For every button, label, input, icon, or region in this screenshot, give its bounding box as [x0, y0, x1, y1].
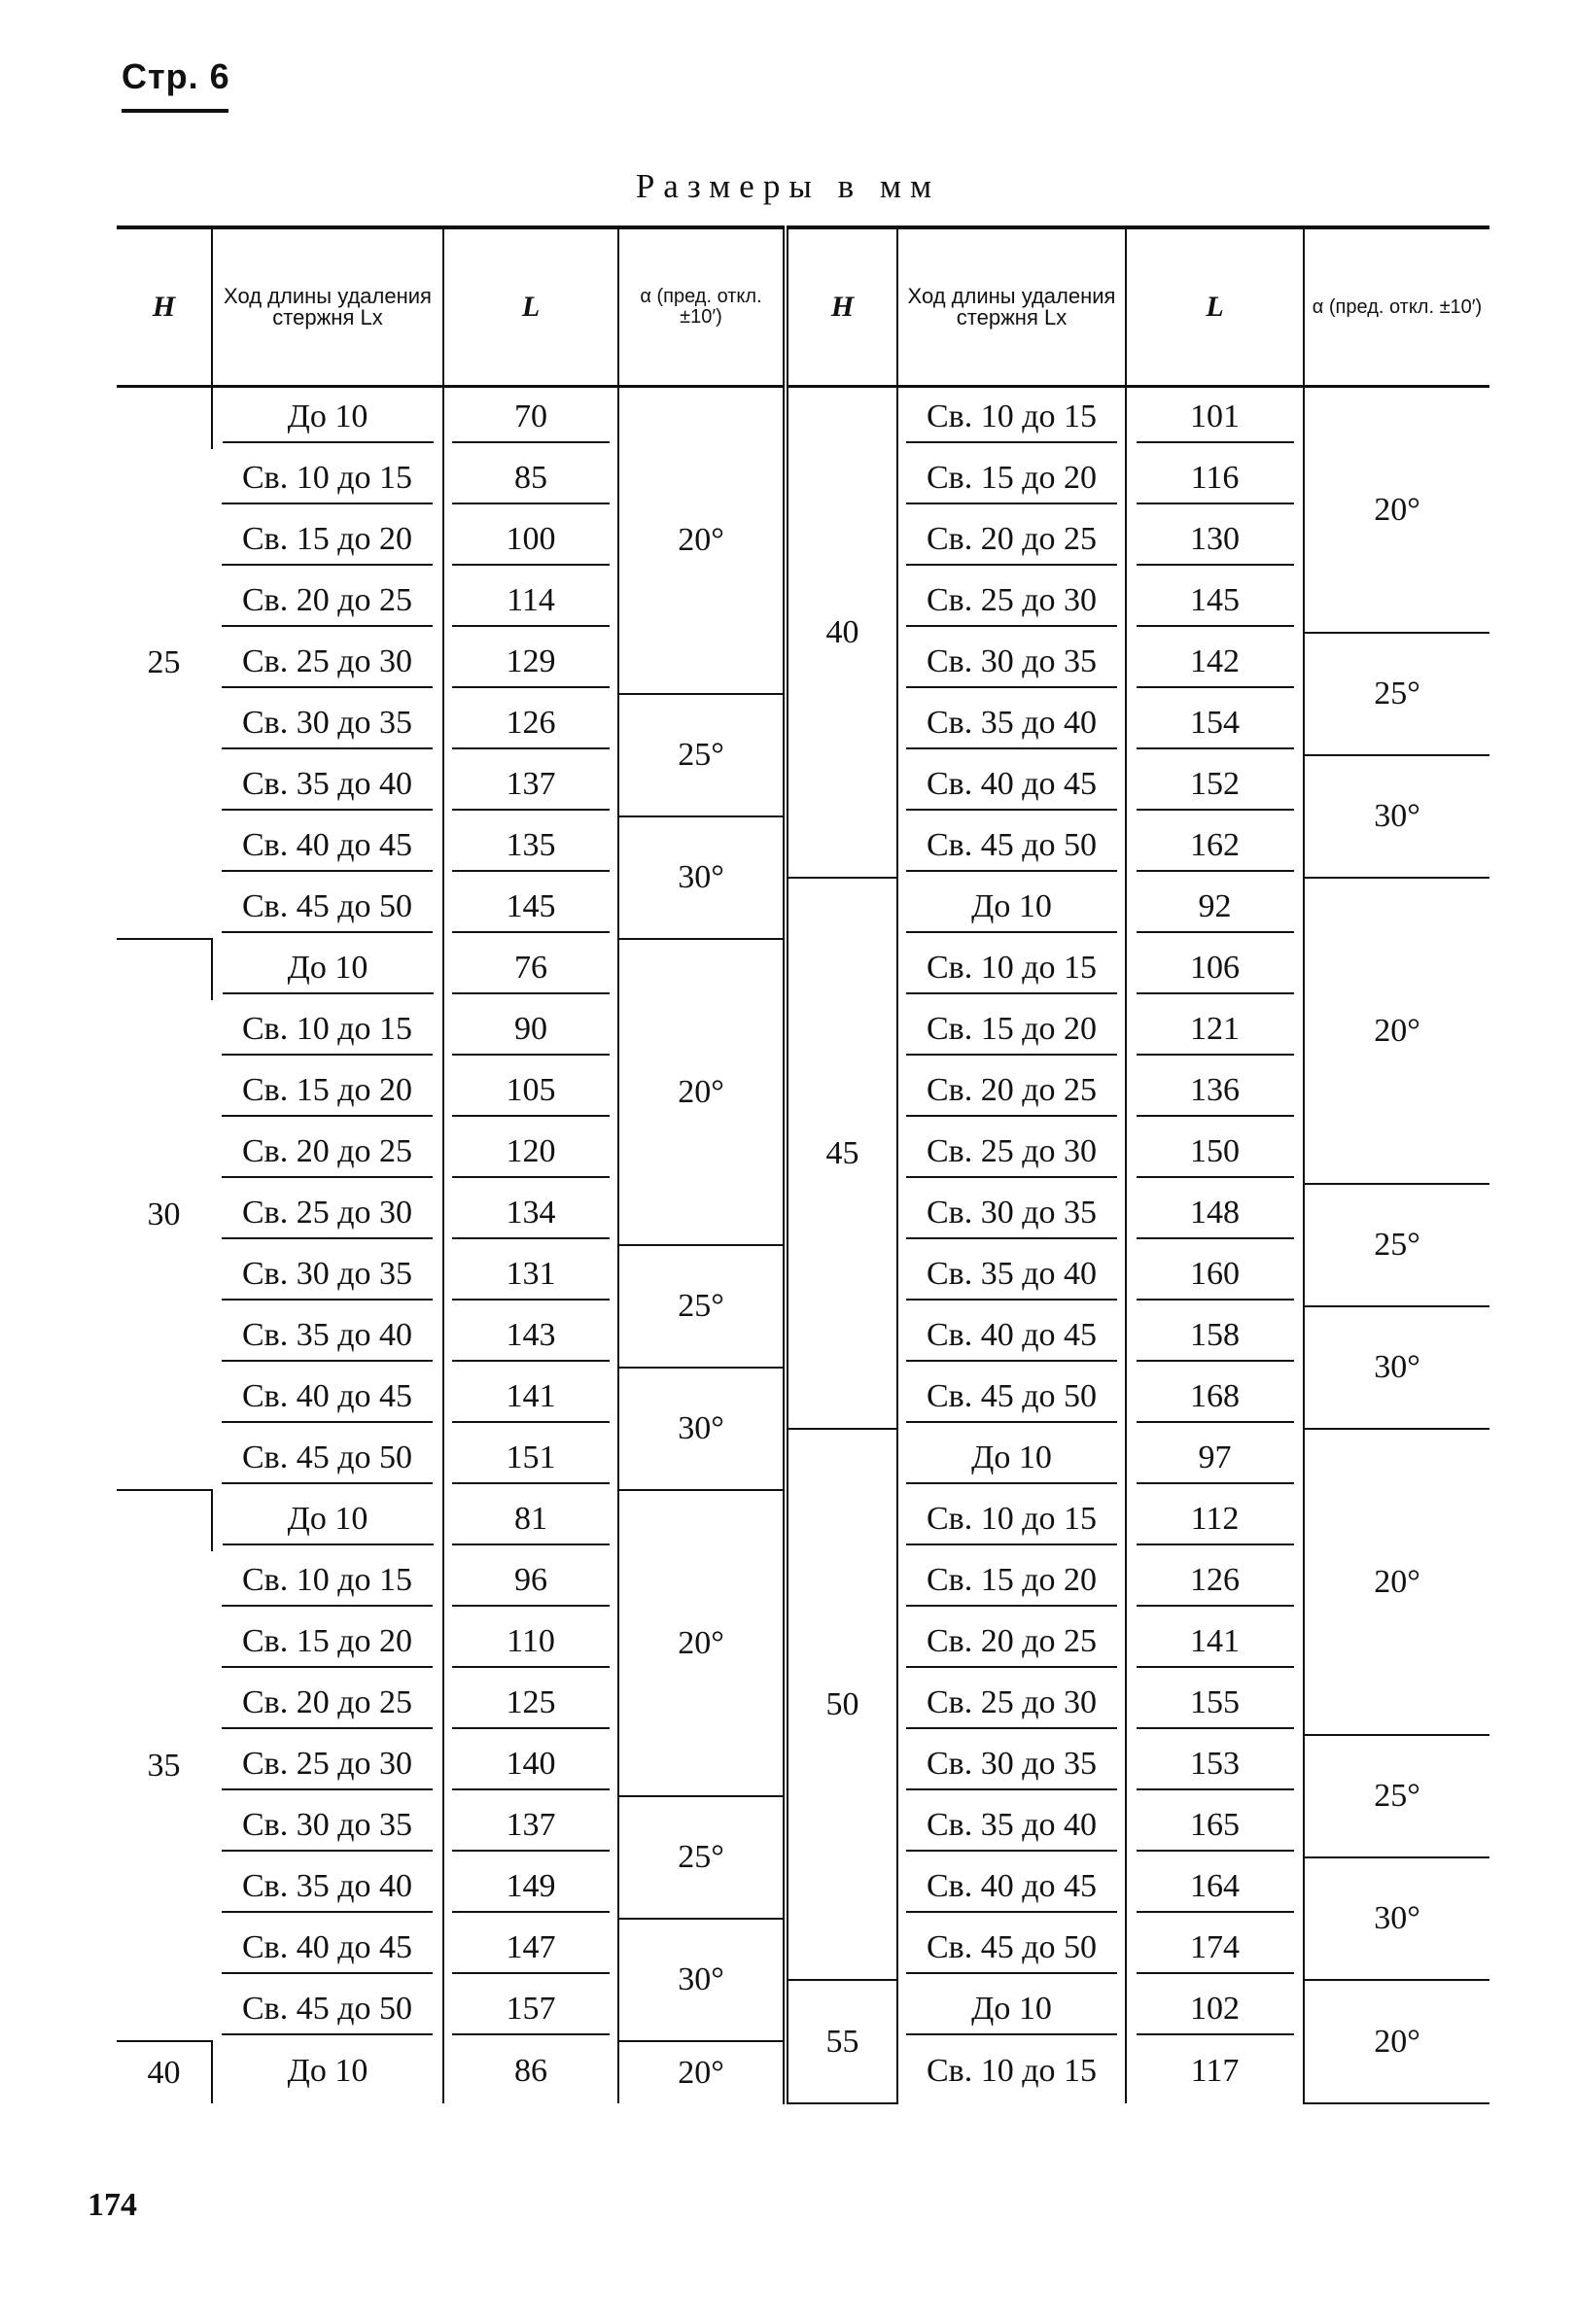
- length-value-right: 116: [1137, 456, 1294, 504]
- alpha-value-right: 20°: [1304, 878, 1489, 1184]
- header-stroke-left: Ход длины удаления стержня Lх: [212, 227, 443, 387]
- stroke-range-left: Св. 35 до 40: [222, 762, 433, 811]
- stroke-range-left: Св. 40 до 45: [222, 1925, 433, 1974]
- length-value-left-cell: [443, 2041, 618, 2103]
- stroke-range-left: До 10: [223, 1497, 434, 1545]
- alpha-value-left: 25°: [618, 694, 786, 816]
- stroke-range-left: До 10: [287, 2053, 368, 2089]
- length-value-left: 129: [452, 640, 610, 688]
- length-value-right-cell: [1126, 1490, 1304, 1551]
- length-value-right: 97: [1137, 1436, 1294, 1484]
- stroke-range-right: Св. 30 до 35: [906, 640, 1117, 688]
- stroke-range-left-cell: [212, 1000, 443, 1061]
- stroke-range-left-cell: [212, 1674, 443, 1735]
- length-value-right-cell: [1126, 2041, 1304, 2103]
- length-value-right-cell: [1126, 1000, 1304, 1061]
- stroke-range-left-cell: [212, 2041, 443, 2103]
- stroke-range-left-cell: [212, 1184, 443, 1245]
- length-value-left: 120: [452, 1129, 610, 1178]
- length-value-left: 147: [452, 1925, 610, 1974]
- length-value-left-cell: [443, 939, 618, 1000]
- length-value-right-cell: [1126, 449, 1304, 510]
- stroke-range-right-cell: [897, 1184, 1126, 1245]
- length-value-left: 70: [452, 395, 610, 443]
- length-value-right-cell: [1126, 755, 1304, 816]
- h-value-right: 50: [786, 1429, 897, 1980]
- length-value-right-cell: [1126, 939, 1304, 1000]
- stroke-range-right: До 10: [906, 885, 1117, 933]
- stroke-range-left-cell: [212, 1919, 443, 1980]
- length-value-right: 152: [1137, 762, 1294, 811]
- length-value-left: 114: [452, 578, 610, 627]
- alpha-value-left: 20°: [618, 387, 786, 695]
- length-value-left-cell: [443, 1613, 618, 1674]
- length-value-right-cell: [1126, 1735, 1304, 1796]
- stroke-range-left-cell: [212, 1123, 443, 1184]
- length-value-right-cell: [1126, 387, 1304, 450]
- length-value-right: 150: [1137, 1129, 1294, 1178]
- stroke-range-left: Св. 35 до 40: [222, 1313, 433, 1362]
- h-value-left: 35: [117, 1490, 212, 2041]
- length-value-right-cell: [1126, 1061, 1304, 1123]
- length-value-left-cell: [443, 1368, 618, 1429]
- stroke-range-left: Св. 20 до 25: [222, 1129, 433, 1178]
- stroke-range-right: Св. 15 до 20: [906, 1558, 1117, 1607]
- stroke-range-right: Св. 10 до 15: [926, 2053, 1098, 2089]
- stroke-range-right: Св. 45 до 50: [906, 1374, 1117, 1423]
- length-value-left: 105: [452, 1068, 610, 1117]
- length-value-right: 154: [1137, 701, 1294, 749]
- stroke-range-left-cell: [212, 1613, 443, 1674]
- stroke-range-left: Св. 30 до 35: [222, 1252, 433, 1301]
- stroke-range-right-cell: [897, 878, 1126, 939]
- stroke-range-left: Св. 10 до 15: [222, 1558, 433, 1607]
- length-value-left-cell: [443, 387, 618, 450]
- length-value-left: 131: [452, 1252, 610, 1301]
- length-value-left-cell: [443, 1000, 618, 1061]
- stroke-range-left: Св. 15 до 20: [222, 517, 433, 566]
- h-value-right: 55: [786, 1980, 897, 2103]
- table-row: [117, 1980, 1489, 2041]
- stroke-range-left-cell: [212, 1857, 443, 1919]
- header-h-right: H: [786, 227, 897, 387]
- stroke-range-left: Св. 40 до 45: [222, 823, 433, 872]
- stroke-range-left: Св. 15 до 20: [222, 1619, 433, 1668]
- h-value-left: 40: [147, 2054, 181, 2091]
- length-value-left: 125: [452, 1681, 610, 1729]
- length-value-left: 85: [452, 456, 610, 504]
- table-body: [117, 387, 1489, 2104]
- stroke-range-right: Св. 25 до 30: [906, 578, 1117, 627]
- length-value-left-cell: [443, 1306, 618, 1368]
- length-value-left-cell: [443, 1796, 618, 1857]
- stroke-range-right: Св. 15 до 20: [906, 456, 1117, 504]
- length-value-left-cell: [443, 878, 618, 939]
- length-value-left-cell: [443, 1735, 618, 1796]
- stroke-range-right-cell: [897, 1429, 1126, 1490]
- stroke-range-right-cell: [897, 1674, 1126, 1735]
- stroke-range-right-cell: [897, 449, 1126, 510]
- length-value-right-cell: [1126, 572, 1304, 633]
- length-value-left-cell: [443, 1184, 618, 1245]
- length-value-left-cell: [443, 1857, 618, 1919]
- alpha-value-left: 25°: [618, 1245, 786, 1368]
- stroke-range-right: Св. 45 до 50: [906, 823, 1117, 872]
- stroke-range-left: Св. 40 до 45: [222, 1374, 433, 1423]
- length-value-left: 134: [452, 1191, 610, 1239]
- length-value-left: 137: [452, 762, 610, 811]
- length-value-right: 126: [1137, 1558, 1294, 1607]
- stroke-range-left: Св. 25 до 30: [222, 1742, 433, 1790]
- length-value-right-cell: [1126, 1429, 1304, 1490]
- stroke-range-right-cell: [897, 510, 1126, 572]
- length-value-right: 102: [1137, 1987, 1294, 2035]
- stroke-range-right-cell: [897, 816, 1126, 878]
- stroke-range-left-cell: [212, 816, 443, 878]
- alpha-value-right: 30°: [1304, 1306, 1489, 1429]
- length-value-left-cell: [443, 1061, 618, 1123]
- alpha-value-right: 25°: [1304, 1184, 1489, 1306]
- stroke-range-left: Св. 10 до 15: [222, 456, 433, 504]
- alpha-value-right: 20°: [1304, 1429, 1489, 1735]
- length-value-left-cell: [443, 510, 618, 572]
- stroke-range-left-cell: [212, 1796, 443, 1857]
- stroke-range-left-cell: [212, 878, 443, 939]
- stroke-range-left-cell: [212, 1368, 443, 1429]
- stroke-range-right-cell: [897, 1919, 1126, 1980]
- stroke-range-right: Св. 30 до 35: [906, 1742, 1117, 1790]
- header-l-left: L: [443, 227, 618, 387]
- h-value-left: 30: [117, 939, 212, 1490]
- length-value-left: 86: [514, 2053, 547, 2089]
- alpha-value-left: 20°: [618, 939, 786, 1245]
- stroke-range-left: До 10: [223, 395, 434, 443]
- length-value-left-cell: [443, 816, 618, 878]
- stroke-range-right-cell: [897, 1245, 1126, 1306]
- length-value-right: 158: [1137, 1313, 1294, 1362]
- stroke-range-right: Св. 40 до 45: [906, 762, 1117, 811]
- length-value-left: 81: [452, 1497, 610, 1545]
- length-value-left: 100: [452, 517, 610, 566]
- stroke-range-right-cell: [897, 1980, 1126, 2041]
- stroke-range-right-cell: [897, 1551, 1126, 1613]
- stroke-range-right-cell: [897, 1306, 1126, 1368]
- length-value-left-cell: [443, 694, 618, 755]
- length-value-left: 137: [452, 1803, 610, 1852]
- stroke-range-left: Св. 45 до 50: [222, 1987, 433, 2035]
- length-value-left-cell: [443, 1245, 618, 1306]
- length-value-left: 143: [452, 1313, 610, 1362]
- units-caption: Размеры в мм: [635, 167, 941, 205]
- length-value-left: 90: [452, 1007, 610, 1056]
- stroke-range-right: Св. 40 до 45: [906, 1313, 1117, 1362]
- stroke-range-right-cell: [897, 1490, 1126, 1551]
- length-value-right: 101: [1137, 395, 1294, 443]
- alpha-value-left: 20°: [618, 2041, 786, 2103]
- stroke-range-left-cell: [212, 449, 443, 510]
- length-value-left-cell: [443, 1123, 618, 1184]
- length-value-right-cell: [1126, 816, 1304, 878]
- stroke-range-left: Св. 25 до 30: [222, 640, 433, 688]
- length-value-right-cell: [1126, 1123, 1304, 1184]
- length-value-right: 145: [1137, 578, 1294, 627]
- length-value-left: 135: [452, 823, 610, 872]
- dimensions-table: [117, 225, 1489, 2104]
- stroke-range-right-cell: [897, 1857, 1126, 1919]
- length-value-left: 157: [452, 1987, 610, 2035]
- stroke-range-right-cell: [897, 2041, 1126, 2103]
- h-value-right: 40: [786, 387, 897, 879]
- stroke-range-left-cell: [212, 755, 443, 816]
- length-value-right: 153: [1137, 1742, 1294, 1790]
- length-value-left: 145: [452, 885, 610, 933]
- length-value-left: 126: [452, 701, 610, 749]
- stroke-range-left: До 10: [223, 946, 434, 994]
- alpha-value-right: 20°: [1304, 1980, 1489, 2103]
- alpha-value-right: 30°: [1304, 755, 1489, 878]
- table-row: [117, 1429, 1489, 1490]
- alpha-value-right: 25°: [1304, 633, 1489, 755]
- length-value-right: 165: [1137, 1803, 1294, 1852]
- stroke-range-right: Св. 10 до 15: [906, 395, 1117, 443]
- length-value-left: 140: [452, 1742, 610, 1790]
- alpha-value-left: 30°: [618, 1368, 786, 1490]
- stroke-range-right-cell: [897, 633, 1126, 694]
- length-value-right: 92: [1137, 885, 1294, 933]
- length-value-right: 121: [1137, 1007, 1294, 1056]
- length-value-right-cell: [1126, 1551, 1304, 1613]
- stroke-range-right-cell: [897, 939, 1126, 1000]
- stroke-range-right-cell: [897, 1061, 1126, 1123]
- stroke-range-right: Св. 10 до 15: [906, 1497, 1117, 1545]
- length-value-left-cell: [443, 633, 618, 694]
- page-header: Стр. 6: [122, 56, 230, 96]
- length-value-right-cell: [1126, 1306, 1304, 1368]
- stroke-range-right: Св. 10 до 15: [906, 946, 1117, 994]
- alpha-value-left: 30°: [618, 816, 786, 939]
- stroke-range-right: Св. 25 до 30: [906, 1129, 1117, 1178]
- length-value-left-cell: [443, 572, 618, 633]
- length-value-left-cell: [443, 1551, 618, 1613]
- stroke-range-left-cell: [212, 1551, 443, 1613]
- length-value-right: 112: [1137, 1497, 1294, 1545]
- header-stroke-right: Ход длины удаления стержня Lх: [897, 227, 1126, 387]
- stroke-range-right-cell: [897, 1368, 1126, 1429]
- stroke-range-right-cell: [897, 572, 1126, 633]
- stroke-range-left-cell: [212, 1735, 443, 1796]
- length-value-right: 142: [1137, 640, 1294, 688]
- stroke-range-right-cell: [897, 387, 1126, 450]
- stroke-range-right: Св. 15 до 20: [906, 1007, 1117, 1056]
- stroke-range-right: Св. 35 до 40: [906, 1803, 1117, 1852]
- h-value-right: 45: [786, 878, 897, 1429]
- length-value-right: 164: [1137, 1864, 1294, 1913]
- alpha-value-left: 20°: [618, 1490, 786, 1796]
- stroke-range-left-cell: [212, 510, 443, 572]
- length-value-left: 151: [452, 1436, 610, 1484]
- dimensions-table-wrapper: [117, 225, 1489, 2104]
- length-value-right-cell: [1126, 1919, 1304, 1980]
- stroke-range-right: Св. 20 до 25: [906, 1068, 1117, 1117]
- stroke-range-left-cell: [212, 1061, 443, 1123]
- length-value-right-cell: [1126, 1796, 1304, 1857]
- alpha-value-right: 25°: [1304, 1735, 1489, 1857]
- stroke-range-left-cell: [212, 1429, 443, 1490]
- length-value-right-cell: [1126, 1613, 1304, 1674]
- length-value-right-cell: [1126, 633, 1304, 694]
- table-row: [117, 878, 1489, 939]
- alpha-value-left: 25°: [618, 1796, 786, 1919]
- stroke-range-right-cell: [897, 755, 1126, 816]
- length-value-right-cell: [1126, 1184, 1304, 1245]
- stroke-range-left-cell: [212, 1980, 443, 2041]
- length-value-right-cell: [1126, 1980, 1304, 2041]
- length-value-left-cell: [443, 1980, 618, 2041]
- length-value-left: 76: [452, 946, 610, 994]
- length-value-right-cell: [1126, 694, 1304, 755]
- length-value-right-cell: [1126, 1857, 1304, 1919]
- stroke-range-left-cell: [212, 633, 443, 694]
- alpha-value-right: 20°: [1304, 387, 1489, 634]
- stroke-range-left: Св. 30 до 35: [222, 701, 433, 749]
- stroke-range-right: Св. 40 до 45: [906, 1864, 1117, 1913]
- stroke-range-left: Св. 45 до 50: [222, 885, 433, 933]
- length-value-right: 130: [1137, 517, 1294, 566]
- stroke-range-right-cell: [897, 1000, 1126, 1061]
- stroke-range-right: Св. 25 до 30: [906, 1681, 1117, 1729]
- stroke-range-left-cell: [212, 572, 443, 633]
- stroke-range-left-cell: [212, 1306, 443, 1368]
- header-alpha-right: α (пред. откл. ±10′): [1304, 227, 1489, 387]
- length-value-right-cell: [1126, 510, 1304, 572]
- alpha-value-right: 30°: [1304, 1857, 1489, 1980]
- stroke-range-left: Св. 25 до 30: [222, 1191, 433, 1239]
- stroke-range-right-cell: [897, 1796, 1126, 1857]
- page-number: 174: [88, 2187, 137, 2223]
- stroke-range-right-cell: [897, 694, 1126, 755]
- length-value-left-cell: [443, 1429, 618, 1490]
- alpha-value-left: 30°: [618, 1919, 786, 2041]
- length-value-left-cell: [443, 1490, 618, 1551]
- stroke-range-left-cell: [212, 1245, 443, 1306]
- length-value-left: 96: [452, 1558, 610, 1607]
- stroke-range-left: Св. 45 до 50: [222, 1436, 433, 1484]
- h-value-left: 25: [117, 387, 212, 940]
- header-alpha-left: α (пред. откл. ±10′): [618, 227, 786, 387]
- stroke-range-left-cell: [212, 387, 443, 450]
- stroke-range-left: Св. 20 до 25: [222, 1681, 433, 1729]
- stroke-range-right-cell: [897, 1735, 1126, 1796]
- length-value-left-cell: [443, 755, 618, 816]
- length-value-left: 141: [452, 1374, 610, 1423]
- table-header-row: [117, 227, 1489, 387]
- length-value-left-cell: [443, 1674, 618, 1735]
- length-value-right: 155: [1137, 1681, 1294, 1729]
- stroke-range-right: Св. 35 до 40: [906, 1252, 1117, 1301]
- stroke-range-left: Св. 35 до 40: [222, 1864, 433, 1913]
- length-value-left-cell: [443, 1919, 618, 1980]
- length-value-right: 136: [1137, 1068, 1294, 1117]
- stroke-range-right: Св. 35 до 40: [906, 701, 1117, 749]
- stroke-range-right-cell: [897, 1613, 1126, 1674]
- stroke-range-right: Св. 45 до 50: [906, 1925, 1117, 1974]
- stroke-range-left: Св. 20 до 25: [222, 578, 433, 627]
- length-value-right: 106: [1137, 946, 1294, 994]
- length-value-left: 149: [452, 1864, 610, 1913]
- length-value-left-cell: [443, 449, 618, 510]
- length-value-right: 148: [1137, 1191, 1294, 1239]
- length-value-right: 117: [1190, 2053, 1240, 2089]
- stroke-range-right: Св. 30 до 35: [906, 1191, 1117, 1239]
- header-h-left: H: [117, 227, 212, 387]
- length-value-right-cell: [1126, 1368, 1304, 1429]
- stroke-range-right-cell: [897, 1123, 1126, 1184]
- length-value-left: 110: [452, 1619, 610, 1668]
- length-value-right-cell: [1126, 878, 1304, 939]
- length-value-right-cell: [1126, 1674, 1304, 1735]
- length-value-right: 168: [1137, 1374, 1294, 1423]
- page-header-underline: [122, 109, 228, 113]
- stroke-range-right: Св. 20 до 25: [906, 1619, 1117, 1668]
- stroke-range-left: Св. 15 до 20: [222, 1068, 433, 1117]
- length-value-right: 160: [1137, 1252, 1294, 1301]
- length-value-right: 141: [1137, 1619, 1294, 1668]
- stroke-range-left-cell: [212, 694, 443, 755]
- stroke-range-left-cell: [212, 939, 443, 1000]
- stroke-range-right: До 10: [906, 1436, 1117, 1484]
- header-l-right: L: [1126, 227, 1304, 387]
- length-value-right: 174: [1137, 1925, 1294, 1974]
- stroke-range-left-cell: [212, 1490, 443, 1551]
- length-value-right-cell: [1126, 1245, 1304, 1306]
- table-row: [117, 387, 1489, 450]
- stroke-range-right: До 10: [906, 1987, 1117, 2035]
- length-value-right: 162: [1137, 823, 1294, 872]
- stroke-range-left: Св. 30 до 35: [222, 1803, 433, 1852]
- stroke-range-left: Св. 10 до 15: [222, 1007, 433, 1056]
- stroke-range-right: Св. 20 до 25: [906, 517, 1117, 566]
